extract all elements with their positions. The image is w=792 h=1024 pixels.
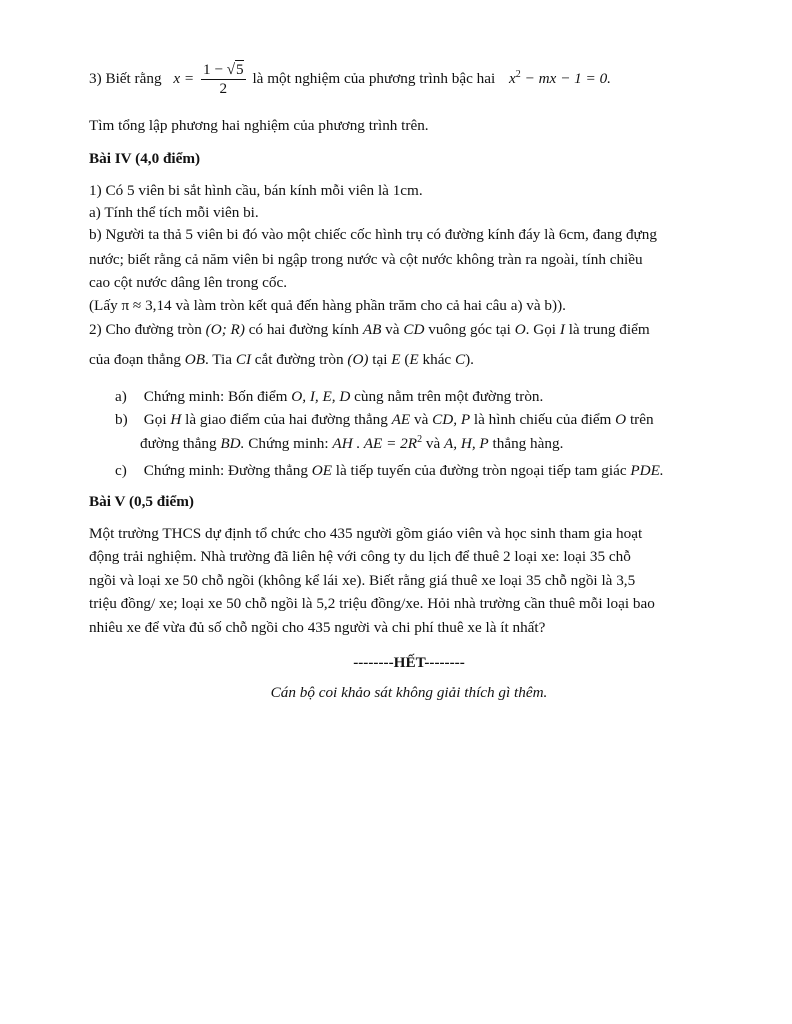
item-c-t1: Chứng minh: Đường thẳng xyxy=(143,462,308,479)
item-c-t2: là tiếp tuyến của đường tròn ngoại tiếp tam giác xyxy=(335,462,627,479)
bai4-line7 xyxy=(89,320,650,340)
l7-I: I xyxy=(559,321,565,338)
l8-OB: OB xyxy=(184,351,205,368)
item-b2-eq: AH . AE = 2R xyxy=(332,435,418,452)
q3-mid: là một nghiệm của phương trình bậc hai xyxy=(252,70,496,87)
q3-line xyxy=(89,60,611,98)
item-b-t5: trên xyxy=(629,411,654,428)
l7-O: O xyxy=(514,321,526,338)
bai4-item-b xyxy=(115,410,654,430)
bai4-line6: (Lấy π ≈ 3,14 và làm tròn kết quả đến hàng phần trăm cho cả hai câu a) và b)). xyxy=(89,297,566,314)
l8-text-f: khác xyxy=(422,351,452,368)
l8-circle: (O) xyxy=(347,351,369,368)
l7-text-c: và xyxy=(385,321,400,338)
q3-line2: Tìm tổng lập phương hai nghiệm của phương trình trên. xyxy=(89,117,429,134)
item-b2-t3: và xyxy=(425,435,441,452)
l7-text-b: có hai đường kính xyxy=(248,321,360,338)
l8-E: E xyxy=(391,351,401,368)
l8-text-g: ). xyxy=(465,351,474,368)
l8-CI: CI xyxy=(235,351,251,368)
item-b2-t4: thẳng hàng. xyxy=(492,435,564,452)
item-b2-exp: 2 xyxy=(417,434,423,445)
item-b-t1: Gọi xyxy=(143,411,167,428)
q3-prefix: 3) Biết rằng xyxy=(89,70,162,87)
q3-eq-exp: 2 xyxy=(515,69,521,80)
q3-frac-den: 2 xyxy=(219,80,228,98)
l8-text-d: tại xyxy=(372,351,388,368)
item-c-label: c) xyxy=(115,462,127,479)
bai5-line3: ngồi và loại xe 50 chỗ ngồi (không kể lái xe). Biết rằng giá thuê xe loại 35 chỗ ngồi là 3,5 xyxy=(89,572,636,589)
l7-text-e: . Gọi xyxy=(525,321,557,338)
bai4-line4: nước; biết rằng cả năm viên bi ngập trong nước và cột nước không tràn ra ngoài, tính chiều xyxy=(89,251,643,268)
l8-E2: E xyxy=(409,351,419,368)
bai5-line1: Một trường THCS dự định tổ chức cho 435 người gồm giáo viên và học sinh tham gia hoạt xyxy=(89,525,643,542)
l8-text-c: cắt đường tròn xyxy=(254,351,344,368)
bai5-line5: nhiêu xe để vừa đủ số chỗ ngồi cho 435 người và chi phí thuê xe là ít nhất? xyxy=(89,619,546,636)
item-a-label: a) xyxy=(115,388,127,405)
item-b-CD: CD, P xyxy=(432,411,471,428)
l7-text-a: 2) Cho đường tròn xyxy=(89,321,202,338)
footer-note: Cán bộ coi khảo sát không giải thích gì thêm. xyxy=(270,684,548,701)
l7-text-f: là trung điểm xyxy=(568,321,650,338)
item-b-t2: là giao điểm của hai đường thẳng xyxy=(185,411,388,428)
item-a-points: O, I, E, D xyxy=(291,388,351,405)
item-b2-points: A, H, P xyxy=(444,435,489,452)
item-b2-BD: BD. xyxy=(220,435,245,452)
end-marker: --------HẾT-------- xyxy=(353,654,465,671)
bai5-line2: động trải nghiệm. Nhà trường đã liên hệ với công ty du lịch để thuê 2 loại xe: loại 35 chỗ xyxy=(89,548,631,565)
bai4-line2: a) Tính thể tích mỗi viên bi. xyxy=(89,204,259,221)
bai4-item-c xyxy=(115,461,664,481)
q3-x-eq: x = xyxy=(173,70,195,87)
q3-eq-x: x xyxy=(508,70,516,87)
l7-AB: AB xyxy=(362,321,382,338)
l7-text-d: vuông góc tại xyxy=(428,321,511,338)
item-b2-t2: Chứng minh: xyxy=(248,435,329,452)
bai5-heading: Bài V (0,5 điểm) xyxy=(89,493,194,510)
bai5-line4: triệu đồng/ xe; loại xe 50 chỗ ngồi là 5,2 triệu đồng/xe. Hỏi nhà trường cần thuê mỗi loại bao xyxy=(89,595,655,612)
l8-C: C xyxy=(454,351,466,368)
item-b-t3: và xyxy=(413,411,429,428)
l7-CD: CD xyxy=(403,321,425,338)
l8-text-b: . Tia xyxy=(204,351,233,368)
l8-text-e: ( xyxy=(404,351,410,368)
item-b-label: b) xyxy=(115,411,128,428)
bai4-item-b-cont xyxy=(140,434,563,454)
item-b-H: H xyxy=(170,411,182,428)
bai4-line5: cao cột nước dâng lên trong cốc. xyxy=(89,274,288,291)
bai4-line1: 1) Có 5 viên bi sắt hình cầu, bán kính mỗi viên là 1cm. xyxy=(89,182,423,199)
item-c-PDE: PDE. xyxy=(630,462,664,479)
l7-circle: (O; R) xyxy=(205,321,245,338)
q3-fraction: $\frac{1 - √5}{2}$ xyxy=(202,61,244,98)
l8-text-a: của đoạn thẳng xyxy=(89,351,181,368)
q3-frac-root: 5 xyxy=(236,61,244,79)
item-c-OE: OE xyxy=(311,462,332,479)
item-a-text2: cùng nằm trên một đường tròn. xyxy=(354,388,544,405)
item-b-O: O xyxy=(615,411,627,428)
bai4-heading: Bài IV (4,0 điểm) xyxy=(89,150,201,167)
bai4-line8 xyxy=(89,350,474,370)
bai4-item-a xyxy=(115,387,543,407)
bai4-line3: b) Người ta thả 5 viên bi đó vào một chiếc cốc hình trụ có đường kính đáy là 6cm, đang đựng xyxy=(89,226,657,243)
item-b2-t1: đường thẳng xyxy=(140,435,217,452)
q3-eq-rest: − mx − 1 = 0. xyxy=(524,70,611,87)
item-a-text1: Chứng minh: Bốn điểm xyxy=(143,388,288,405)
item-b-AE: AE xyxy=(391,411,411,428)
q3-frac-num: 1 − xyxy=(202,61,223,79)
item-b-t4: là hình chiếu của điểm xyxy=(473,411,612,428)
